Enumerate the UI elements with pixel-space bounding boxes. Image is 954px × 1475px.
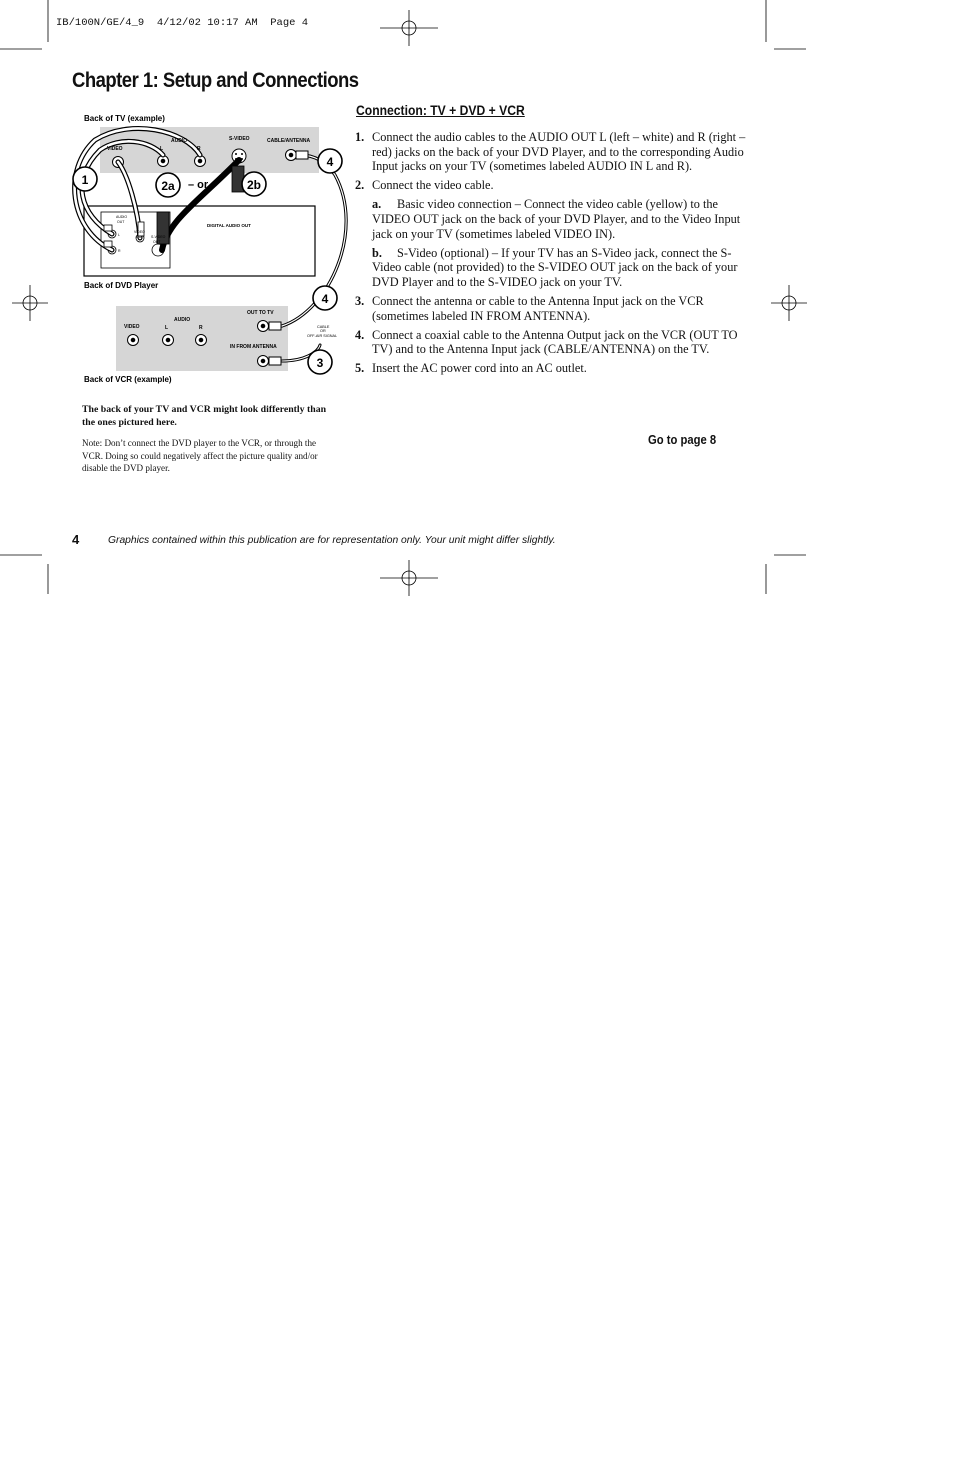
registration-mark-top: [380, 10, 438, 46]
svg-text:OFF-AIR SIGNAL: OFF-AIR SIGNAL: [307, 334, 338, 338]
svg-text:IN FROM ANTENNA: IN FROM ANTENNA: [230, 344, 277, 350]
step-3: 3. Connect the antenna or cable to the Antenna Input jack on the VCR (sometimes labeled IN FROM ANTENNA).: [355, 293, 704, 323]
svg-text:3: 3: [316, 356, 324, 370]
svg-text:AUDIO: AUDIO: [116, 215, 128, 219]
svg-text:4: 4: [321, 292, 329, 306]
disclaimer: Graphics contained within this publication are for representation only. Your unit might differ slightly.: [108, 535, 556, 546]
diagram-warning: The back of your TV and VCR might look differently than the ones pictured here.: [82, 404, 327, 428]
registration-mark-right: [771, 285, 807, 321]
tv-back-label: Back of TV (example): [84, 114, 165, 123]
or-label: – or –: [188, 179, 218, 191]
svg-text:1: 1: [81, 173, 89, 187]
step-5: 5. Insert the AC power cord into an AC outlet.: [355, 361, 587, 376]
substep-b: b. S-Video (optional) – If your TV has an S-Video jack, connect the S-Video cable (not provided) to the S-VIDEO OUT jack on the back of your DVD Player and to the S-VIDEO jack on your TV.: [372, 245, 738, 289]
svg-text:4: 4: [326, 155, 334, 169]
tv-r-text: R: [197, 146, 201, 152]
svg-text:R: R: [199, 325, 203, 331]
step-list: [355, 130, 747, 380]
tv-audio-text: AUDIO: [171, 138, 188, 144]
chapter-title: Chapter 1: Setup and Connections: [72, 68, 359, 92]
svg-text:OUT TO TV: OUT TO TV: [247, 310, 274, 316]
registration-mark-bottom: [380, 560, 438, 596]
page-number: 4: [72, 532, 80, 547]
svg-text:CABLE: CABLE: [317, 325, 330, 329]
tv-video-text: VIDEO: [107, 146, 123, 152]
vcr-back-label: Back of VCR (example): [84, 375, 172, 384]
svg-text:R: R: [118, 249, 121, 253]
tv-back-panel: [100, 127, 319, 173]
svg-text:VIDEO: VIDEO: [124, 324, 140, 330]
svg-text:2b: 2b: [246, 178, 262, 192]
step-1: 1. Connect the audio cables to the AUDIO OUT L (left – white) and R (right – red) jacks on the back of your DVD Player, and to the corresponding Audio Input jacks on your TV (sometimes labeled AUDIO IN L and R).: [355, 130, 746, 174]
step-2: 2. Connect the video cable.: [355, 178, 494, 193]
svg-text:2a: 2a: [161, 179, 175, 193]
tv-antenna-plug: [296, 151, 308, 159]
svg-text:OUT: OUT: [136, 235, 144, 239]
svg-text:L: L: [165, 325, 169, 331]
svg-text:L: L: [118, 233, 120, 237]
tv-cable-antenna-text: CABLE/ANTENNA: [267, 138, 311, 144]
print-slug: IB/100N/GE/4_9 4/12/02 10:17 AM Page 4: [56, 17, 309, 29]
diagram-note: Note: Don’t connect the DVD player to the VCR, or through the VCR. Doing so could negatively affect the picture quality and/or disable the DVD player.: [82, 438, 318, 474]
dvd-digital-audio-text: DIGITAL AUDIO OUT: [207, 223, 251, 228]
dvd-back-label: Back of DVD Player: [84, 281, 159, 290]
svg-text:OUT: OUT: [153, 240, 161, 244]
substep-a: a. Basic video connection – Connect the video cable (yellow) to the VIDEO OUT jack on the back of your DVD Player, and to the Video Input jack on your TV (sometimes labeled VIDEO IN).: [372, 197, 741, 241]
tv-svideo-text: S-VIDEO: [229, 136, 250, 142]
svg-text:OR: OR: [320, 329, 326, 333]
tv-l-text: L: [160, 146, 164, 152]
svg-text:S-VIDEO: S-VIDEO: [151, 235, 166, 239]
step-4: 4. Connect a coaxial cable to the Antenna Output jack on the VCR (OUT TO TV) and to the Antenna Input jack (CABLE/ANTENNA) on the TV.: [355, 327, 738, 357]
section-title: Connection: TV + DVD + VCR: [356, 103, 525, 118]
svg-text:VIDEO: VIDEO: [134, 230, 145, 234]
go-to-page-link[interactable]: Go to page 8: [648, 433, 717, 447]
connection-diagram: [60, 100, 350, 390]
svg-text:AUDIO: AUDIO: [174, 317, 191, 323]
registration-mark-left: [12, 285, 48, 321]
svg-text:OUT: OUT: [117, 220, 125, 224]
